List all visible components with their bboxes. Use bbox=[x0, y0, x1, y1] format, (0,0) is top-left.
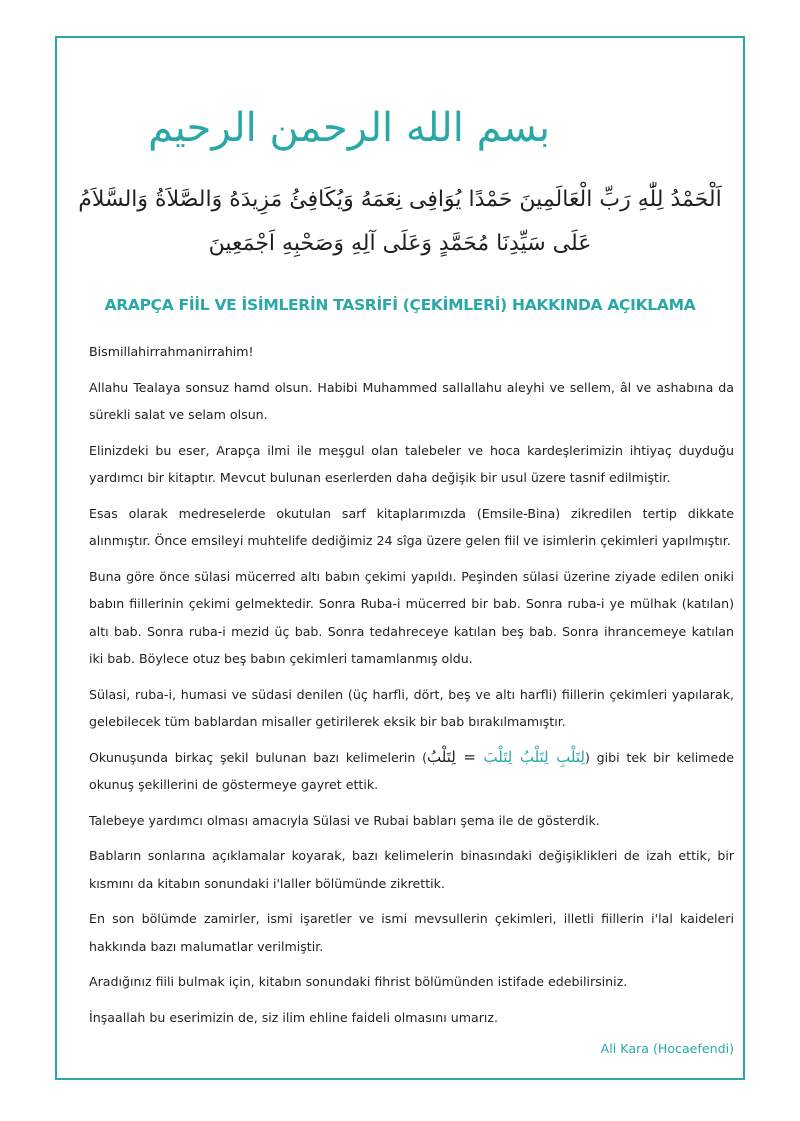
paragraph-scope: Sülasi, ruba-i, humasi ve südasi denilen (üç harfli, dört, beş ve altı harfli) fiillerin çekimleri yapılarak, gelebilecek tüm bablardan misaller getirilerek eksik bir bab bırakılmamıştır. bbox=[89, 686, 734, 729]
arabic-prayer: اَلْحَمْدُ لِلّٰهِ رَبِّ الْعَالَمِينَ حَمْدًا يُوَافِى نِعَمَهُ وَيُكَافِئُ مَزِيدَهُ وَالصَّلاَةُ وَالسَّلاَمُ عَلَى سَيِّدِنَا مُحَمَّدٍ وَعَلَى آلِهِ وَصَحْبِهِ اَجْمَعِينَ bbox=[78, 187, 722, 256]
basmala-calligraphy: بسم الله الرحمن الرحيم bbox=[147, 105, 550, 151]
readings-arabic-black: لِتَلْبُ bbox=[427, 747, 456, 766]
readings-equals: = bbox=[455, 747, 484, 766]
paragraph-greeting: Bismillahirrahmanirrahim! bbox=[89, 344, 254, 359]
preface-body bbox=[89, 338, 734, 1039]
paragraph-last-section: En son bölümde zamirler, ismi işaretler ve ismi mevsullerin çekimleri, illetli fiillerin i'lal kaideleri hakkında bazı malumatlar verilmiştir. bbox=[89, 911, 734, 954]
readings-text-after: ) gibi tek bir kelimede okunuş şekillerini de göstermeye gayret ettik. bbox=[89, 749, 734, 792]
paragraph-praise: Allahu Tealaya sonsuz hamd olsun. Habibi Muhammed sallallahu aleyhi ve sellem, âl ve ashabına da sürekli salat ve selam olsun. bbox=[89, 379, 734, 422]
paragraph-schema: Talebeye yardımcı olması amacıyla Sülasi ve Rubai babları şema ile de gösterdik. bbox=[89, 812, 600, 828]
readings-arabic-teal: لِتَلْبِ لِتَلْبُ لِتَلْبَ bbox=[483, 747, 585, 766]
paragraph-closing: İnşaallah bu eserimizin de, siz ilim ehline faideli olmasını umarız. bbox=[89, 1009, 499, 1025]
paragraph-readings bbox=[89, 744, 734, 799]
author-signature: Ali Kara (Hocaefendi) bbox=[600, 1041, 734, 1056]
page-title: ARAPÇA FİİL VE İSİMLERİN TASRİFİ (ÇEKİMLERİ) HAKKINDA AÇIKLAMA bbox=[104, 296, 696, 314]
paragraph-order: Buna göre önce sülasi mücerred altı babın çekimi yapıldı. Peşinden sülasi üzerine ziyade edilen oniki babın fiillerinin çekimi gelmektedir. Sonra Ruba-i mücerred bir bab. Sonra ruba-i ye mülhak (katılan) altı bab. Sonra ruba-i mezid üç bab. Sonra tedahreceye katılan beş bab. Sonra ihrancemeye katılan iki bab. Böylece otuz beş babın çekimleri tamamlanmış oldu. bbox=[89, 568, 734, 666]
readings-arabic-variants bbox=[427, 748, 585, 766]
paragraph-notes: Babların sonlarına açıklamalar koyarak, bazı kelimelerin binasındaki değişiklikleri de izah ettik, bir kısmını da kitabın sonundaki i'laller bölümünde zikrettik. bbox=[89, 848, 734, 891]
paragraph-purpose: Elinizdeki bu eser, Arapça ilmi ile meşgul olan talebeler ve hoca kardeşlerimizin ihtiyaç duyduğu yardımcı bir kitaptır. Mevcut bulunan eserlerden daha değişik bir usul üzere tasnif edilmiştir. bbox=[89, 442, 734, 485]
paragraph-method: Esas olarak medreselerde okutulan sarf kitaplarımızda (Emsile-Bina) zikredilen tertip dikkate alınmıştır. Önce emsileyi muhtelife dediğimiz 24 sîga üzere gelen fiil ve isimlerin çekimleri yapılmıştır. bbox=[89, 505, 734, 548]
readings-text-before: Okunuşunda birkaç şekil bulunan bazı kelimelerin ( bbox=[89, 749, 428, 765]
paragraph-index: Aradığınız fiili bulmak için, kitabın sonundaki fihrist bölümünden istifade edebilirsiniz. bbox=[89, 974, 628, 989]
